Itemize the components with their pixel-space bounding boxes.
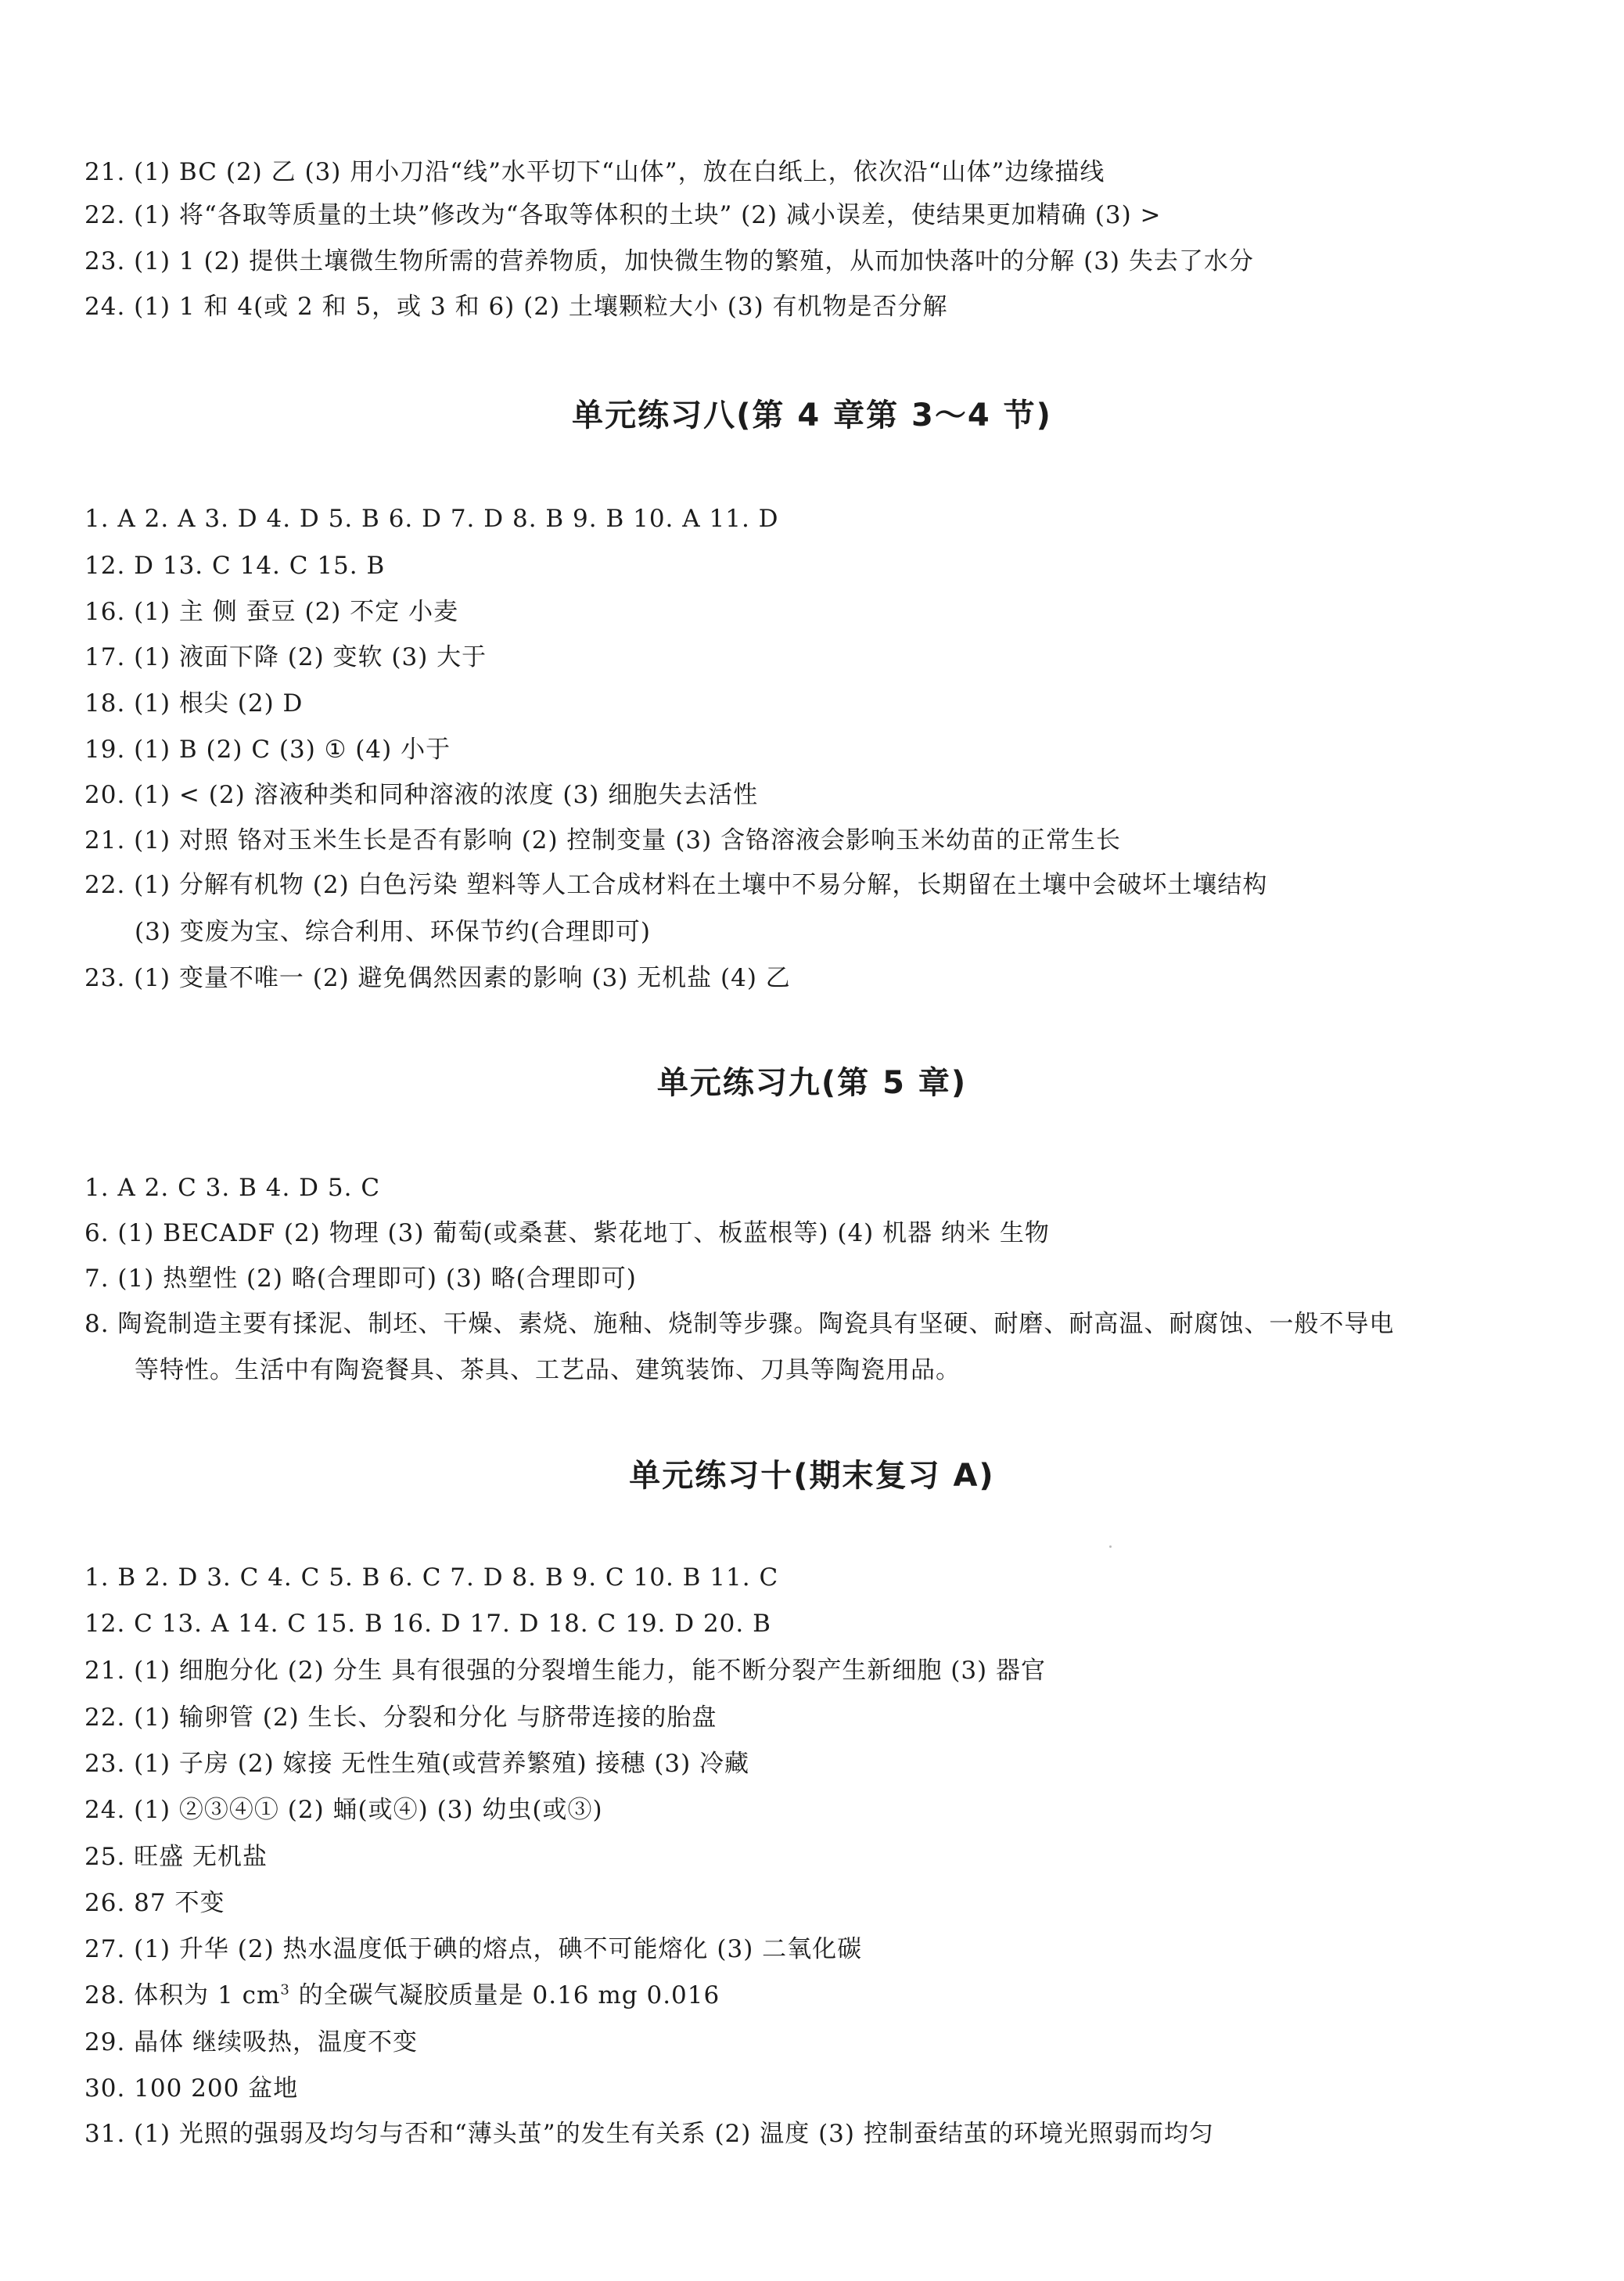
answer-line: 26. 87 不变 bbox=[84, 1889, 225, 1917]
scan-speck bbox=[1109, 1545, 1112, 1548]
answer-line: 12. C 13. A 14. C 15. B 16. D 17. D 18. C 19. D 20. B bbox=[84, 1610, 771, 1638]
answer-line: 17. (1) 液面下降 (2) 变软 (3) 大于 bbox=[84, 643, 487, 671]
answer-line bbox=[84, 1980, 720, 2011]
answer-line: 30. 100 200 盆地 bbox=[84, 2074, 299, 2103]
answer-line: 23. (1) 变量不唯一 (2) 避免偶然因素的影响 (3) 无机盐 (4) 乙 bbox=[84, 964, 791, 992]
answer-line: 8. 陶瓷制造主要有揉泥、制坯、干燥、素烧、施釉、烧制等步骤。陶瓷具有坚硬、耐磨、耐高温、耐腐蚀、一般不导电 bbox=[84, 1310, 1395, 1338]
answer-line: 21. (1) 对照 铬对玉米生长是否有影响 (2) 控制变量 (3) 含铬溶液会影响玉米幼苗的正常生长 bbox=[84, 826, 1122, 854]
answer-line: 24. (1) ②③④① (2) 蛹(或④) (3) 幼虫(或③) bbox=[84, 1796, 603, 1824]
answer-line: 22. (1) 分解有机物 (2) 白色污染 塑料等人工合成材料在土壤中不易分解，长期留在土壤中会破坏土壤结构 bbox=[84, 871, 1268, 899]
answer-line: 1. A 2. A 3. D 4. D 5. B 6. D 7. D 8. B 9. B 10. A 11. D bbox=[84, 505, 779, 533]
answer-line: 20. (1) < (2) 溶液种类和同种溶液的浓度 (3) 细胞失去活性 bbox=[84, 781, 759, 809]
answer-line: 24. (1) 1 和 4(或 2 和 5，或 3 和 6) (2) 土壤颗粒大小 (3) 有机物是否分解 bbox=[84, 293, 948, 321]
answer-line: 6. (1) BECADF (2) 物理 (3) 葡萄(或桑葚、紫花地丁、板蓝根等) (4) 机器 纳米 生物 bbox=[84, 1219, 1050, 1247]
answer-line: 31. (1) 光照的强弱及均匀与否和“薄头茧”的发生有关系 (2) 温度 (3) 控制蚕结茧的环境光照弱而均匀 bbox=[84, 2120, 1214, 2148]
answer-line: 22. (1) 将“各取等质量的土块”修改为“各取等体积的土块” (2) 减小误差，使结果更加精确 (3) > bbox=[84, 201, 1162, 229]
answer-line: 21. (1) BC (2) 乙 (3) 用小刀沿“线”水平切下“山体”，放在白纸上，依次沿“山体”边缘描线 bbox=[84, 158, 1105, 186]
answer-line: 22. (1) 输卵管 (2) 生长、分裂和分化 与脐带连接的胎盘 bbox=[84, 1704, 717, 1732]
answer-line: 16. (1) 主 侧 蚕豆 (2) 不定 小麦 bbox=[84, 598, 459, 626]
answer-line: 1. B 2. D 3. C 4. C 5. B 6. C 7. D 8. B 9. C 10. B 11. C bbox=[84, 1563, 779, 1592]
answer-line: 29. 晶体 继续吸热，温度不变 bbox=[84, 2028, 419, 2056]
answer-line: 18. (1) 根尖 (2) D bbox=[84, 689, 304, 718]
answer-text: 的全碳气凝胶质量是 0.16 mg 0.016 bbox=[289, 1981, 720, 2009]
answer-line: 25. 旺盛 无机盐 bbox=[84, 1843, 268, 1871]
superscript: 3 bbox=[280, 1981, 290, 1999]
answer-text: 28. 体积为 1 cm bbox=[84, 1981, 281, 2009]
answer-line: 7. (1) 热塑性 (2) 略(合理即可) (3) 略(合理即可) bbox=[84, 1265, 637, 1293]
answer-line: 27. (1) 升华 (2) 热水温度低于碘的熔点，碘不可能熔化 (3) 二氧化碳 bbox=[84, 1935, 863, 1963]
section-title: 单元练习八(第 4 章第 3～4 节) bbox=[572, 398, 1052, 434]
answer-line: (3) 变废为宝、综合利用、环保节约(合理即可) bbox=[135, 918, 651, 946]
answer-line: 19. (1) B (2) C (3) ① (4) 小于 bbox=[84, 736, 451, 764]
answer-line: 23. (1) 1 (2) 提供土壤微生物所需的营养物质，加快微生物的繁殖，从而加快落叶的分解 (3) 失去了水分 bbox=[84, 247, 1254, 275]
answer-line: 1. A 2. C 3. B 4. D 5. C bbox=[84, 1174, 381, 1202]
answer-line: 12. D 13. C 14. C 15. B bbox=[84, 552, 386, 580]
section-title: 单元练习十(期末复习 A) bbox=[629, 1458, 995, 1494]
answer-line: 21. (1) 细胞分化 (2) 分生 具有很强的分裂增生能力，能不断分裂产生新细胞 (3) 器官 bbox=[84, 1657, 1047, 1685]
section-title: 单元练习九(第 5 章) bbox=[656, 1065, 968, 1101]
answer-line: 23. (1) 子房 (2) 嫁接 无性生殖(或营养繁殖) 接穗 (3) 冷藏 bbox=[84, 1750, 750, 1778]
answer-line: 等特性。生活中有陶瓷餐具、茶具、工艺品、建筑装饰、刀具等陶瓷用品。 bbox=[135, 1356, 961, 1384]
